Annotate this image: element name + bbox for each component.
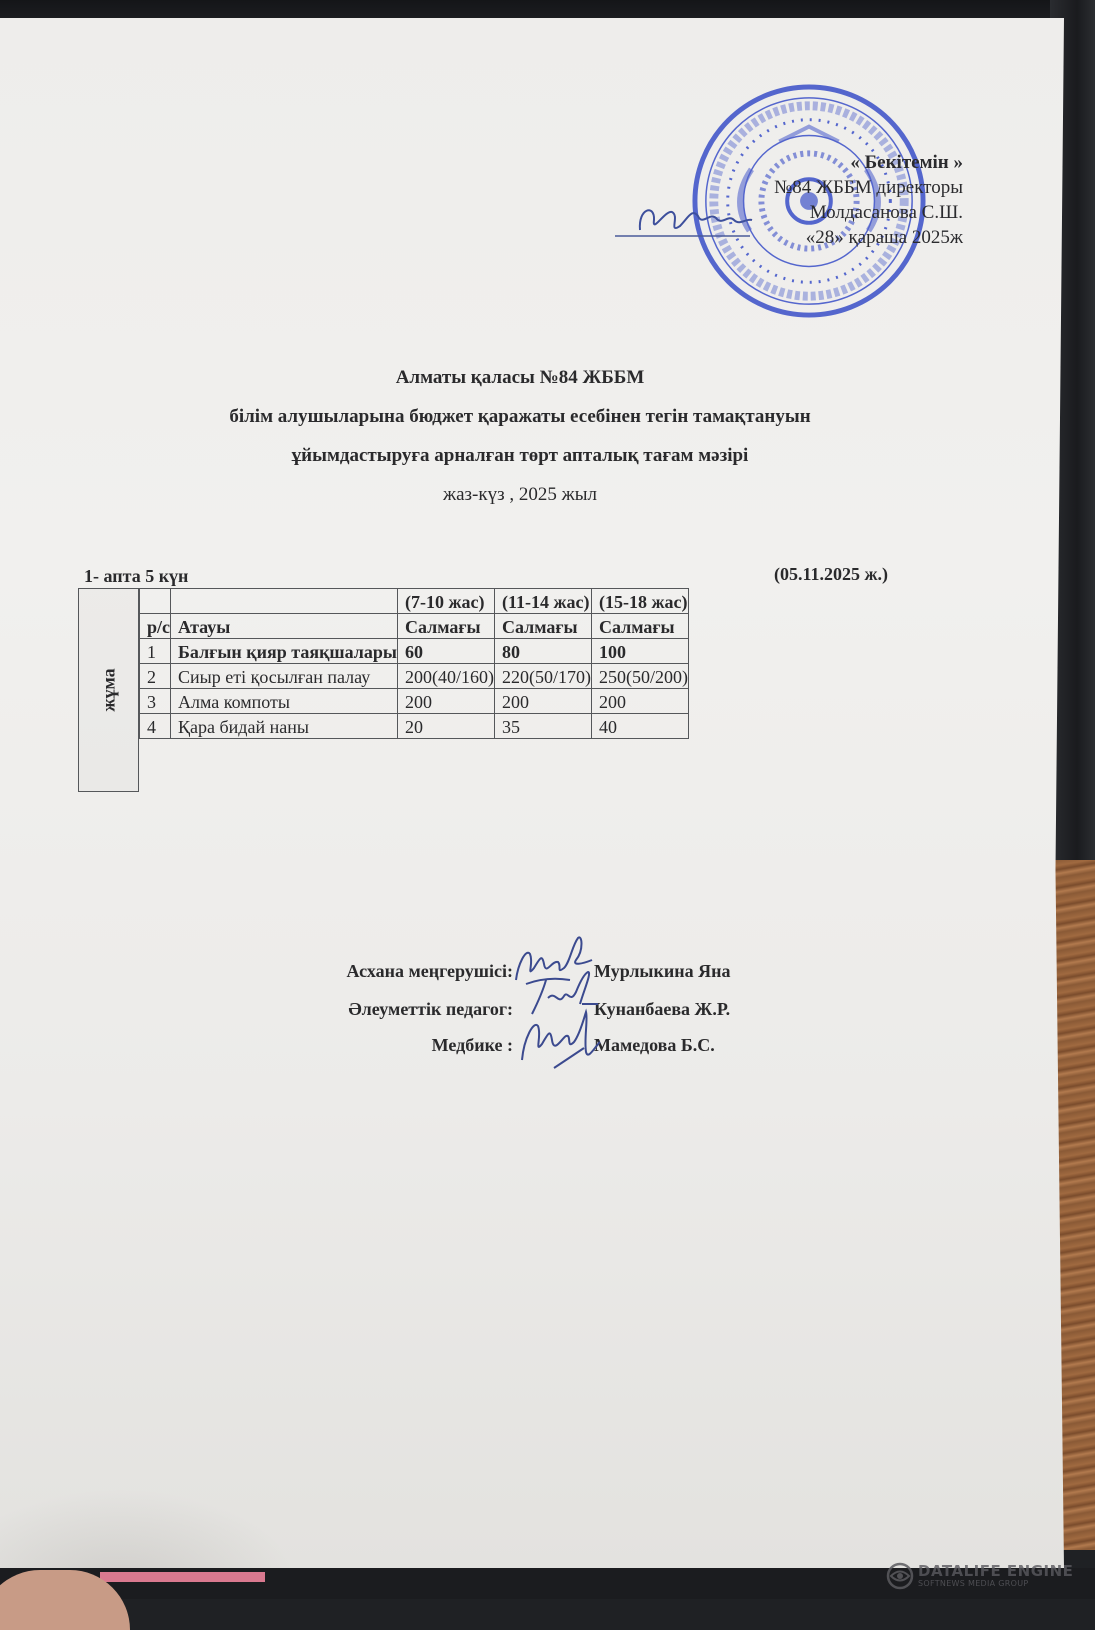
signature-3-icon: [514, 1008, 604, 1070]
approval-name: Молдасанова С.Ш.: [809, 202, 963, 223]
approval-position: №84 ЖББМ директоры: [774, 177, 963, 198]
column-header-number: р/с: [140, 614, 171, 639]
header-cell-empty: [171, 589, 398, 614]
age-group-11-14: (11-14 жас): [494, 589, 591, 614]
column-header-weight: Салмағы: [494, 614, 591, 639]
signatory-role: Медбике :: [431, 1035, 513, 1055]
table-row: [140, 689, 689, 714]
signatory-name: Кунанбаева Ж.Р.: [594, 999, 731, 1019]
weight-11-14: 220(50/170): [494, 664, 591, 689]
age-group-15-18: (15-18 жас): [591, 589, 688, 614]
header-cell-empty: [140, 589, 171, 614]
column-header-name: Атауы: [171, 614, 398, 639]
approval-block: [774, 150, 963, 250]
datalife-logo-icon: [886, 1562, 914, 1590]
row-number: 2: [140, 664, 171, 689]
dish-name: Балғын қияр таяқшалары: [171, 639, 398, 664]
background-pink-object: [100, 1572, 265, 1582]
row-number: 4: [140, 714, 171, 739]
menu-grid: [139, 588, 689, 739]
dish-name: Алма компоты: [171, 689, 398, 714]
approval-title: « Бекітемін »: [850, 152, 963, 173]
dish-name: Қара бидай наны: [171, 714, 398, 739]
weight-11-14: 35: [494, 714, 591, 739]
season-label: жаз-күз , 2025 жыл: [442, 484, 597, 505]
weight-15-18: 40: [591, 714, 688, 739]
date-label: (05.11.2025 ж.): [774, 564, 889, 584]
column-header-weight: Салмағы: [397, 614, 494, 639]
signatory-role: Асхана меңгерушісі:: [346, 961, 513, 981]
signatory-name: Мурлыкина Яна: [594, 961, 731, 981]
signatory-name: Мамедова Б.С.: [594, 1035, 715, 1055]
column-header-row: [140, 614, 689, 639]
weight-11-14: 80: [494, 639, 591, 664]
weight-15-18: 250(50/200): [591, 664, 688, 689]
weight-7-10: 60: [397, 639, 494, 664]
row-number: 3: [140, 689, 171, 714]
dish-name: Сиыр еті қосылған палау: [171, 664, 398, 689]
day-column: [78, 588, 139, 792]
watermark-subtitle: SOFTNEWS MEDIA GROUP: [918, 1579, 1029, 1588]
title-line-2: білім алушыларына бюджет қаражаты есебінен тегін тамақтануын: [229, 406, 811, 427]
weight-11-14: 200: [494, 689, 591, 714]
weight-15-18: 100: [591, 639, 688, 664]
weight-7-10: 20: [397, 714, 494, 739]
age-group-row: [140, 589, 689, 614]
approval-date: «28» қараша 2025ж: [805, 227, 963, 248]
watermark-title: DATALIFE ENGINE: [918, 1562, 1074, 1580]
weight-15-18: 200: [591, 689, 688, 714]
weight-7-10: 200: [397, 689, 494, 714]
table-row: [140, 714, 689, 739]
document-title: [0, 368, 1040, 505]
table-row: [140, 664, 689, 689]
title-line-3: ұйымдастыруға арналған төрт апталық тағам мәзірі: [291, 445, 749, 466]
table-row: [140, 639, 689, 664]
day-label: жұма: [98, 668, 118, 712]
director-signature-icon: [610, 190, 760, 250]
week-label: 1- апта 5 күн: [84, 566, 189, 586]
title-line-1: Алматы қаласы №84 ЖББМ: [395, 367, 645, 388]
weight-7-10: 200(40/160): [397, 664, 494, 689]
column-header-weight: Салмағы: [591, 614, 688, 639]
row-number: 1: [140, 639, 171, 664]
age-group-7-10: (7-10 жас): [397, 589, 494, 614]
signatory-role: Әлеуметтік педагог:: [348, 999, 513, 1019]
